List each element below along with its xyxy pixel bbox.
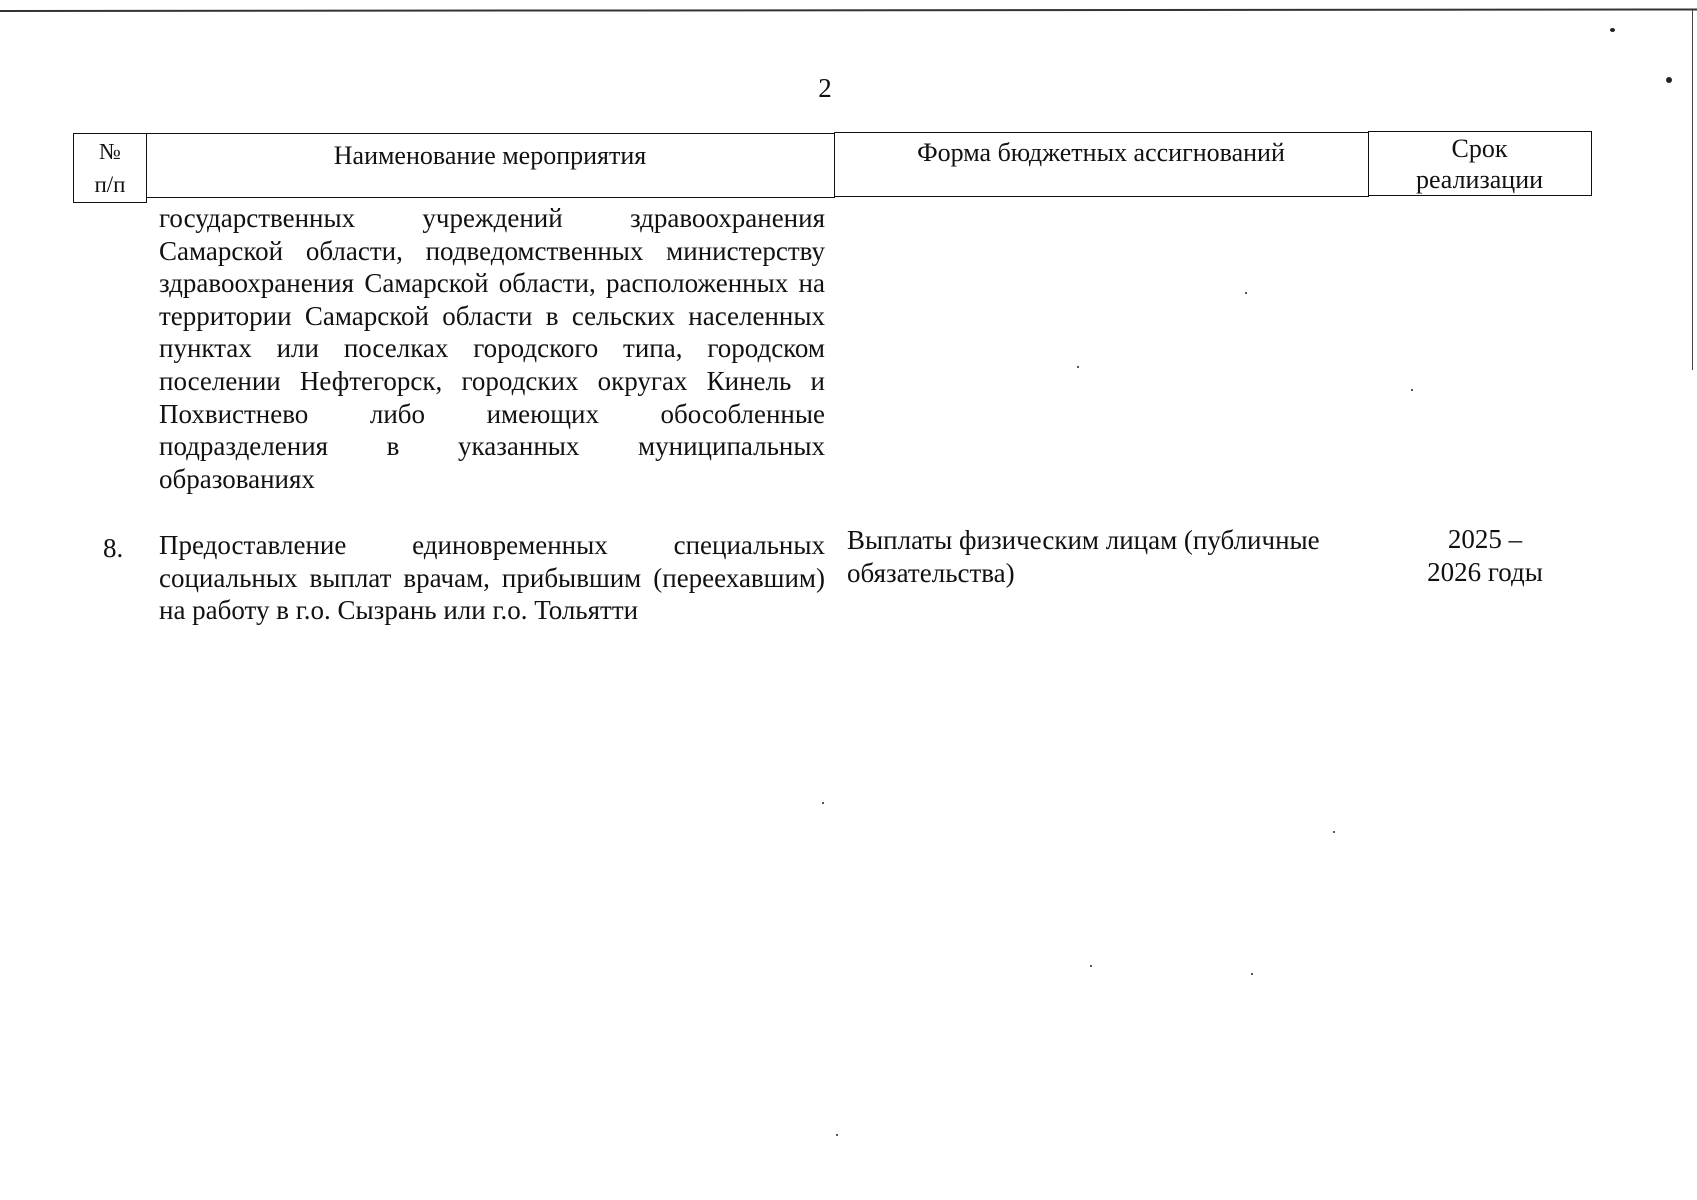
scan-speck	[822, 802, 824, 804]
scan-speck	[1666, 77, 1672, 83]
header-cell-form	[834, 132, 1369, 197]
row-term	[1400, 523, 1570, 588]
header-cell-term	[1368, 131, 1592, 196]
scan-speck	[1333, 831, 1335, 833]
header-term-line-2: реализации	[1415, 165, 1544, 194]
header-number-line-2: п/п	[94, 172, 126, 197]
scan-speck	[1245, 292, 1247, 294]
header-cell-name	[146, 133, 835, 198]
scan-edge	[0, 9, 1697, 12]
page-number: 2	[818, 73, 832, 103]
scan-speck	[836, 1134, 838, 1136]
scan-speck	[1090, 965, 1092, 967]
row-number: 8.	[103, 533, 124, 563]
scan-edge	[1692, 10, 1693, 370]
header-cell-number	[73, 133, 147, 203]
row-activity-name: Предоставление единовременных специальных социальных выплат врачам, прибывшим (переехавшим) на работу в г.о. Сызрань или г.о. Тольятти	[159, 530, 825, 626]
scan-speck	[1077, 366, 1079, 368]
header-form-label: Форма бюджетных ассигнований	[917, 138, 1285, 167]
row-term-line-2: 2026 годы	[1427, 556, 1543, 587]
row-term-line-1: 2025 –	[1447, 524, 1523, 554]
scan-speck	[1411, 389, 1413, 391]
row-allocation-form: Выплаты физическим лицам (публичные обязательства)	[847, 525, 1320, 588]
continued-activity-name: государственных учреждений здравоохранения Самарской области, подведомственных министерству здравоохранения Самарской области, расположенных на территории Самарской области в сельских населенных пунктах или поселках городского типа, городском поселении Нефтегорск, городских округах Кинель и Похвистнево либо имеющих обособленные подразделения в указанных муниципальных образованиях	[159, 203, 825, 494]
scan-speck	[1251, 973, 1253, 975]
header-term-line-1: Срок	[1451, 134, 1508, 163]
scan-speck	[1610, 28, 1615, 32]
header-number-line-1: №	[99, 139, 121, 164]
header-name-label: Наименование мероприятия	[333, 141, 647, 170]
